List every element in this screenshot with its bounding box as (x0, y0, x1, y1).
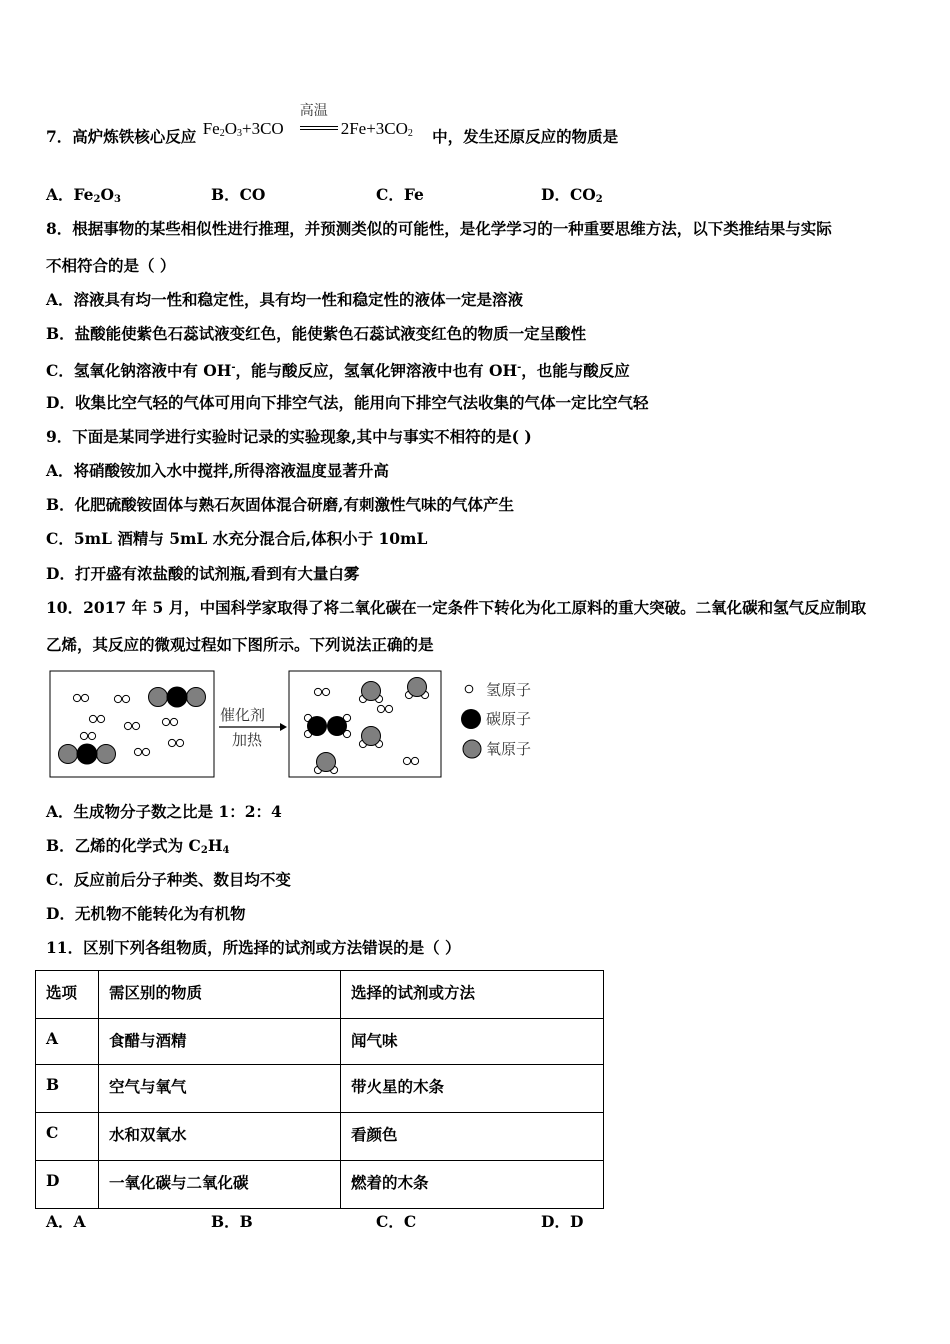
q7-option-d (541, 185, 603, 210)
h2-molecule (168, 739, 183, 746)
q9-option-b: B．化肥硫酸铵固体与熟石灰固体混合研磨,有刺激性气味的气体产生 (46, 495, 514, 514)
q11-option-d: D．D (541, 1212, 584, 1231)
q7-a-label: A．Fe (46, 185, 94, 204)
table-cell: 带火星的木条 (341, 1065, 604, 1113)
legend-hydrogen-icon (465, 685, 473, 693)
q7-a-sub1: 2 (93, 194, 101, 205)
q11-stem: 11．区别下列各组物质，所选择的试剂或方法错误的是（ ） (46, 938, 461, 957)
legend-hydrogen-label: 氢原子 (486, 681, 532, 699)
q8-c-part2: ，能与酸反应，氢氧化钾溶液中也有 OH (235, 361, 518, 380)
q7-d-sub1: 2 (595, 194, 603, 205)
q7-b-label: B．CO (211, 185, 266, 204)
h2-molecule (73, 694, 88, 701)
legend-carbon-icon (461, 709, 481, 729)
eq-condition: 高温 (299, 103, 328, 119)
q7-suffix: 中，发生还原反应的物质是 (432, 127, 619, 146)
eq-o: O (224, 119, 237, 138)
q8-c-sup2: - (517, 362, 522, 373)
q11-option-a: A．A (46, 1212, 86, 1231)
legend-oxygen-icon (463, 740, 481, 758)
h2-molecule (162, 718, 177, 725)
q8-c-sup1: - (231, 362, 236, 373)
h2-molecule (377, 705, 392, 712)
eq-sub-3: 3 (236, 128, 242, 139)
q10-stem-line2: 乙烯，其反应的微观过程如下图所示。下列说法正确的是 (46, 635, 434, 654)
header-cell: 选择的试剂或方法 (341, 971, 604, 1019)
q8-c-part3: ，也能与酸反应 (521, 361, 630, 380)
q8-option-a: A．溶液具有均一性和稳定性，具有均一性和稳定性的液体一定是溶液 (46, 290, 524, 309)
q10-option-a: A．生成物分子数之比是 1：2：4 (46, 802, 282, 821)
q7-c-label: C．Fe (376, 185, 424, 204)
q7-a-sub2: 3 (114, 194, 121, 205)
q9-stem: 9．下面是某同学进行实验时记录的实验现象,其中与事实不相符的是( ) (46, 427, 532, 446)
table-cell: 闻气味 (341, 1019, 604, 1065)
q8-option-c (46, 358, 630, 381)
arrow-head (280, 723, 287, 731)
q11-table (35, 970, 604, 1209)
eq-products: 2Fe+3CO (340, 119, 408, 138)
q10-option-c: C．反应前后分子种类、数目均不变 (46, 870, 291, 889)
table-cell: B (36, 1065, 99, 1113)
arrow-condition-bottom: 加热 (232, 731, 263, 749)
eq-double-line (300, 126, 338, 130)
q7-equation (202, 103, 427, 147)
table-cell: 空气与氧气 (99, 1065, 341, 1113)
table-cell: C (36, 1113, 99, 1161)
q7-a-mid: O (100, 185, 115, 204)
header-cell: 需区别的物质 (99, 971, 341, 1019)
q11-option-b: B．B (211, 1212, 253, 1231)
table-header-row (36, 971, 604, 1019)
q10-option-b (46, 836, 229, 861)
eq-fe: Fe (202, 119, 220, 138)
table-row (36, 1113, 604, 1161)
h2-molecule (114, 695, 129, 702)
table-cell: A (36, 1019, 99, 1065)
ethylene-molecule (304, 714, 350, 737)
table-row (36, 1019, 604, 1065)
h2-molecule (134, 748, 149, 755)
table-cell: 燃着的木条 (341, 1161, 604, 1209)
q10-b-sub2: 4 (222, 845, 230, 856)
h2o-molecule (405, 678, 428, 699)
q9-option-d: D．打开盛有浓盐酸的试剂瓶,看到有大量白雾 (46, 564, 360, 583)
table-row (36, 1065, 604, 1113)
q8-stem-line2: 不相符合的是（ ） (46, 256, 176, 275)
q10-b-part1: B．乙烯的化学式为 C (46, 836, 201, 855)
co2-molecule (59, 744, 116, 765)
q10-b-sub1: 2 (200, 845, 208, 856)
legend-carbon-label: 碳原子 (486, 710, 532, 728)
q10-b-part2: H (207, 836, 223, 855)
q7-option-a (46, 185, 121, 210)
q8-stem-line1: 8．根据事物的某些相似性进行推理，并预测类似的可能性，是化学学习的一种重要思维方法，以下类推结果与实际 (46, 219, 832, 238)
h2-molecule (89, 715, 104, 722)
h2-molecule (124, 722, 139, 729)
table-cell: D (36, 1161, 99, 1209)
h2o-molecule (359, 682, 382, 703)
table-cell: 水和双氧水 (99, 1113, 341, 1161)
q9-option-c: C．5mL 酒精与 5mL 水充分混合后,体积小于 10mL (46, 529, 428, 548)
legend-oxygen-label: 氧原子 (486, 740, 532, 758)
table-row (36, 1161, 604, 1209)
eq-plus-3co: +3CO (241, 119, 284, 138)
q8-c-part1: C．氢氧化钠溶液中有 OH (46, 361, 232, 380)
q9-option-a: A．将硝酸铵加入水中搅拌,所得溶液温度显著升高 (46, 461, 389, 480)
h2-molecule (403, 757, 418, 764)
h2o-molecule (314, 753, 337, 774)
q7-d-label: D．CO (541, 185, 596, 204)
q7-stem (46, 103, 619, 147)
q10-option-d: D．无机物不能转化为有机物 (46, 904, 246, 923)
table-cell: 食醋与酒精 (99, 1019, 341, 1065)
co2-molecule (149, 687, 206, 708)
table-cell: 看颜色 (341, 1113, 604, 1161)
h2-molecule (314, 688, 329, 695)
q11-option-c: C．C (376, 1212, 417, 1231)
q7-option-c (376, 185, 424, 205)
h2-molecule (80, 732, 95, 739)
q8-option-b: B．盐酸能使紫色石蕊试液变红色，能使紫色石蕊试液变红色的物质一定呈酸性 (46, 324, 587, 343)
eq-sub-2b: 2 (407, 128, 413, 139)
header-cell: 选项 (36, 971, 99, 1019)
table-cell: 一氧化碳与二氧化碳 (99, 1161, 341, 1209)
arrow-condition-top: 催化剂 (220, 706, 266, 724)
q10-stem-line1: 10．2017 年 5 月，中国科学家取得了将二氧化碳在一定条件下转化为化工原料的重大突破。二氧化碳和氢气反应制取 (46, 598, 867, 617)
reaction-diagram (40, 665, 560, 785)
q8-option-d: D．收集比空气轻的气体可用向下排空气法，能用向下排空气法收集的气体一定比空气轻 (46, 393, 649, 412)
eq-sub-2: 2 (219, 128, 225, 139)
q7-prefix: 7．高炉炼铁核心反应 (46, 127, 197, 146)
h2o-molecule (359, 727, 382, 748)
q7-option-b (211, 185, 265, 205)
